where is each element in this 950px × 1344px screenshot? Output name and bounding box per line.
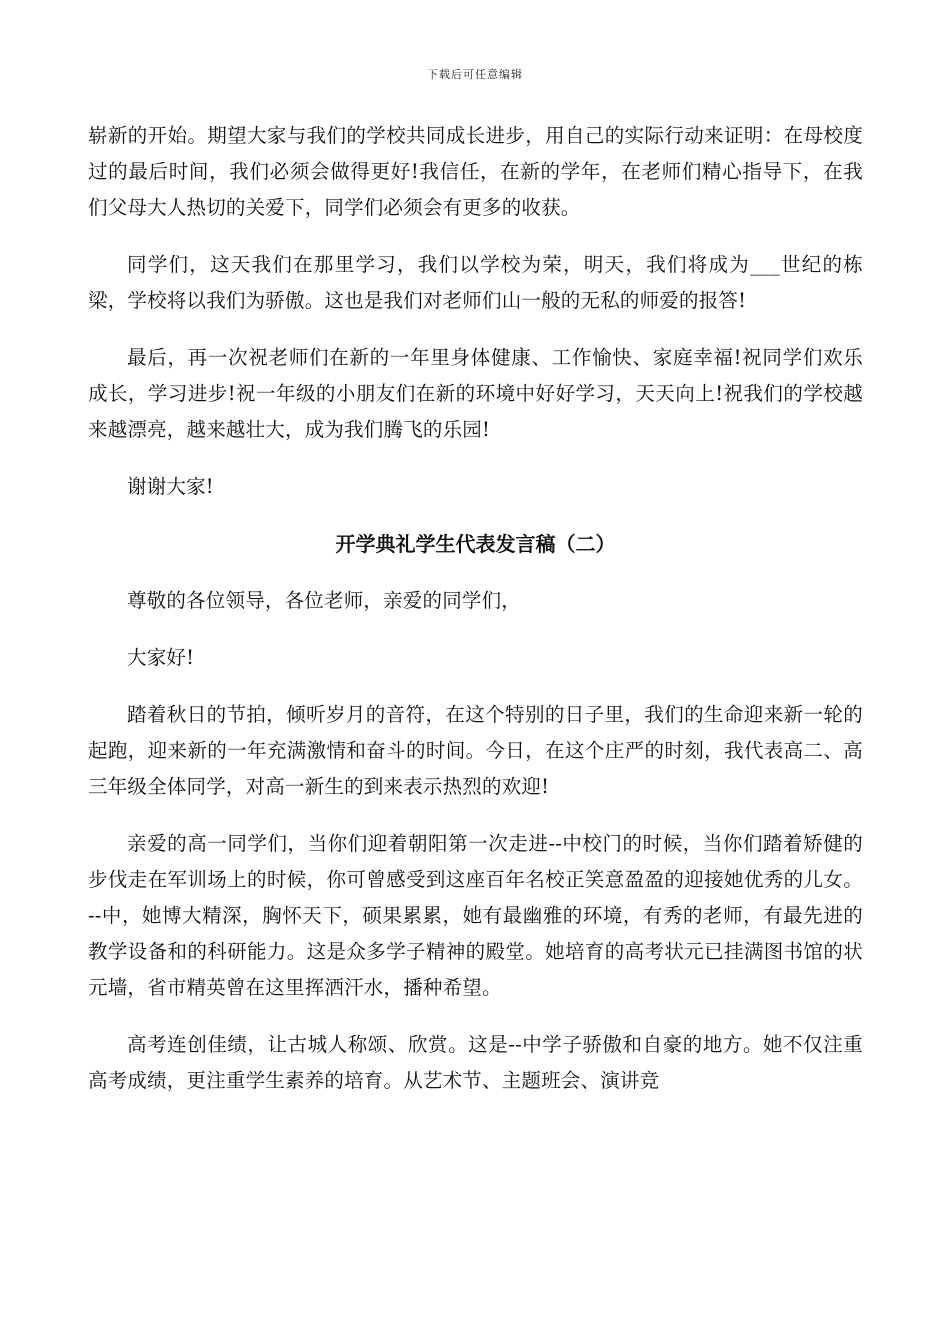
document-body (88, 118, 863, 1120)
paragraph: 同学们，这天我们在那里学习，我们以学校为荣，明天，我们将成为___世纪的栋梁，学校将以我们为骄傲。这也是我们对老师们山一般的无私的师爱的报答! (88, 253, 863, 312)
paragraph: 崭新的开始。期望大家与我们的学校共同成长进步，用自己的实际行动来证明：在母校度过的最后时间，我们必须会做得更好!我信任，在新的学年，在老师们精心指导下，在我们父母大人热切的关爱下，同学们必须会有更多的收获。 (88, 124, 863, 219)
paragraph: 尊敬的各位领导，各位老师，亲爱的同学们， (127, 589, 522, 612)
paragraph: 大家好! (127, 646, 195, 669)
section-title: 开学典礼学生代表发言稿（二） (335, 532, 616, 556)
paragraph: 亲爱的高一同学们，当你们迎着朝阳第一次走进--中校门的时候，当你们踏着矫健的步伐走在军训场上的时候，你可曾感受到这座百年名校正笑意盈盈的迎接她优秀的儿女。--中，她博大精深，胸怀天下，硕果累累，她有最幽雅的环境，有秀的老师，有最先进的教学设备和的科研能力。这是众多学子精神的殿堂。她培育的高考状元已挂满图书馆的状元墙，省市精英曾在这里挥洒汗水，播种希望。 (88, 832, 863, 999)
paragraph: 高考连创佳绩，让古城人称颂、欣赏。这是--中学子骄傲和自豪的地方。她不仅注重高考成绩，更注重学生素养的培育。从艺术节、主题班会、演讲竞 (88, 1033, 863, 1092)
paragraph: 踏着秋日的节拍，倾听岁月的音符，在这个特别的日子里，我们的生命迎来新一轮的起跑，迎来新的一年充满激情和奋斗的时间。今日，在这个庄严的时刻，我代表高二、高三年级全体同学，对高一新生的到来表示热烈的欢迎! (88, 703, 863, 798)
paragraph: 最后，再一次祝老师们在新的一年里身体健康、工作愉快、家庭幸福!祝同学们欢乐成长，学习进步!祝一年级的小朋友们在新的环境中好好学习，天天向上!祝我们的学校越来越漂亮，越来越壮大，成为我们腾飞的乐园! (88, 346, 863, 441)
paragraph: 谢谢大家! (127, 475, 214, 498)
page-header: 下载后可任意编辑 (427, 68, 523, 81)
